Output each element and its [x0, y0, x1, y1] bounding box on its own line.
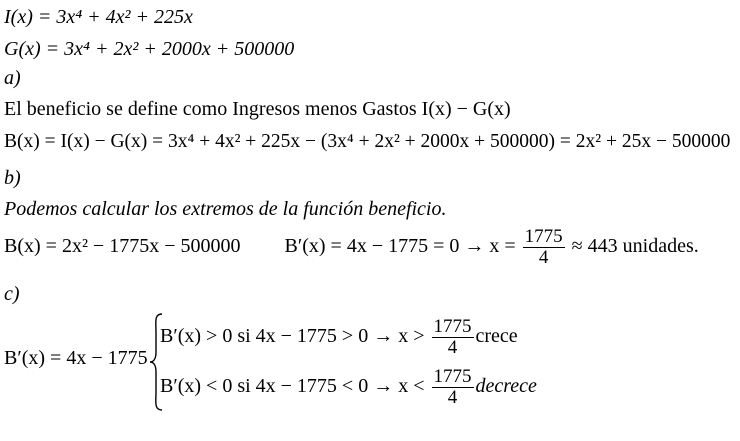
case-increasing	[160, 314, 518, 358]
critical-point-approx: ≈ 443 unidades.	[571, 235, 699, 257]
fraction-case-increasing	[432, 317, 474, 358]
equation-income: I(x) = 3x⁴ + 4x² + 225x	[4, 6, 193, 28]
derivative-equation: B′(x) = 4x − 1775 = 0 → x =	[284, 235, 516, 257]
section-label-b: b)	[4, 167, 21, 189]
fraction-numerator: 1775	[524, 225, 563, 247]
case-decreasing-label: decrece	[475, 375, 537, 397]
section-label-a: a)	[4, 67, 21, 89]
fraction-numerator: 1775	[433, 365, 472, 387]
fraction-numerator: 1775	[433, 315, 472, 337]
profit-function: B(x) = 2x² − 1775x − 500000	[4, 235, 241, 257]
case-increasing-label: crece	[475, 325, 518, 347]
fraction-critical-point	[523, 227, 565, 268]
case-decreasing-condition: B′(x) < 0 si 4x − 1775 < 0 → x <	[160, 375, 425, 397]
extremes-equation-row	[4, 224, 699, 268]
case-decreasing	[160, 364, 537, 408]
equation-profit-derivation: B(x) = I(x) − G(x) = 3x⁴ + 4x² + 225x − (3x⁴ + 2x² + 2000x + 500000) = 2x² + 25x − 500000	[4, 131, 731, 152]
equation-costs: G(x) = 3x⁴ + 2x² + 2000x + 500000	[4, 38, 295, 60]
section-label-c: c)	[4, 283, 20, 305]
fraction-denominator: 4	[432, 337, 474, 358]
derivative-expression: B′(x) = 4x − 1775	[4, 347, 148, 369]
extremes-intro-text: Podemos calcular los extremos de la función beneficio.	[4, 198, 447, 220]
case-increasing-condition: B′(x) > 0 si 4x − 1775 > 0 → x >	[160, 325, 425, 347]
fraction-denominator: 4	[432, 387, 474, 408]
profit-definition-text: El beneficio se define como Ingresos menos Gastos I(x) − G(x)	[4, 98, 511, 120]
fraction-case-decreasing	[432, 367, 474, 408]
fraction-denominator: 4	[523, 247, 565, 268]
